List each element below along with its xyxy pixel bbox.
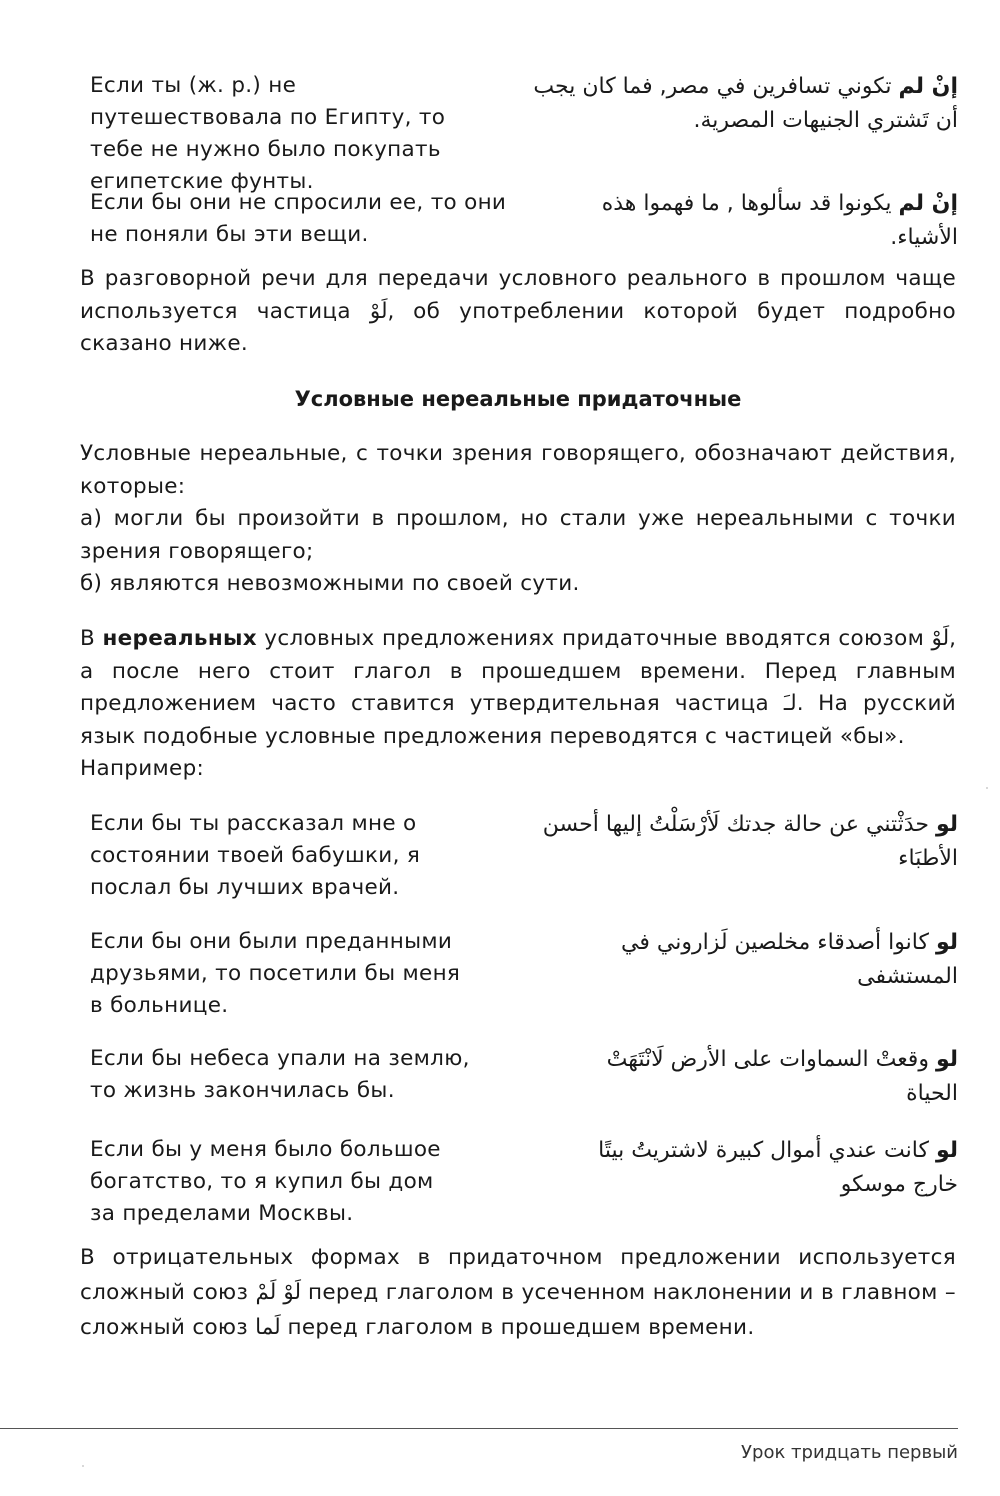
- arabic-text: كانوا أصدقاء مخلصين لَزاروني في المستشفى: [621, 930, 958, 989]
- scan-speck: [986, 787, 988, 789]
- russian-translation: Если бы они были преданными друзьями, то посетили бы меня в больнице.: [90, 929, 461, 1018]
- example-pair: [90, 808, 958, 908]
- arabic-word: لـَ: [783, 691, 797, 716]
- arabic-particle: لو: [935, 812, 958, 837]
- paragraph-definition: [80, 438, 956, 601]
- arabic-text: يكونوا قد سألوها , ما فهموا هذه الأشياء.: [601, 191, 958, 250]
- footer-divider: [0, 1428, 958, 1429]
- russian-translation: Если бы у меня было большое богатство, то я купил бы дом за пределами Москвы.: [90, 1137, 441, 1226]
- russian-translation: Если бы ты рассказал мне о состоянии твоей бабушки, я послал бы лучших врачей.: [90, 811, 421, 900]
- arabic-text: حدَثْتني عن حالة جدتك لَأرْسَلْتُ إليها أحسن الأطبَاء: [542, 812, 958, 871]
- arabic-sentence: [558, 926, 958, 994]
- example-pair: [90, 926, 958, 1026]
- bold-term: нереальных: [102, 626, 257, 651]
- running-footer: Урок тридцать первый: [741, 1442, 958, 1463]
- arabic-word: لَما: [255, 1315, 281, 1340]
- arabic-sentence: [528, 187, 958, 255]
- section-heading: Условные нереальные придаточные: [294, 387, 742, 411]
- arabic-word: لَوْ لَمْ: [255, 1280, 301, 1305]
- definition-item-b: б) являются невозможными по своей сути.: [80, 571, 580, 596]
- example-pair: [90, 1134, 958, 1234]
- arabic-particle: لو: [935, 930, 958, 955]
- arabic-sentence: [548, 1134, 958, 1202]
- arabic-particle: لو: [935, 1138, 958, 1163]
- paragraph-unreal: В нереальных условных предложениях придаточные вводятся союзом لَوْ, а после него стоит глагол в прошедшем времени. Перед главным предложением часто ставится утвердительная частица لـَ. На русский язык подобные условные предложения переводятся с частицей «бы».: [80, 626, 957, 749]
- scan-speck: [82, 1465, 84, 1467]
- example-label: Например:: [80, 756, 205, 781]
- example-pair: [90, 70, 958, 194]
- arabic-text: وقعتْ السماوات على الأرض لَانْتَهَتْ الحياة: [606, 1047, 958, 1106]
- russian-translation: Если бы небеса упали на землю, то жизнь закончилась бы.: [90, 1046, 470, 1103]
- arabic-particle: لو: [935, 1047, 958, 1072]
- example-pair: [90, 187, 958, 255]
- arabic-sentence: [518, 808, 958, 876]
- definition-item-a: а) могли бы произойти в прошлом, но стали уже нереальными с точки зрения говорящего;: [80, 506, 956, 564]
- arabic-text: تكوني تسافرين في مصر, فما كان يجب أن تَشتري الجنيهات المصرية.: [533, 74, 958, 133]
- russian-translation: Если ты (ж. р.) не путешествовала по Египту, то тебе не нужно было покупать египетские фунты.: [90, 73, 446, 194]
- arabic-sentence: [558, 1043, 958, 1111]
- definition-intro: Условные нереальные, с точки зрения говорящего, обозначают действия, которые:: [80, 441, 956, 499]
- arabic-word: لَوْ: [369, 298, 388, 324]
- russian-translation: Если бы они не спросили ее, то они не поняли бы эти вещи.: [90, 190, 507, 247]
- arabic-word: لَوْ: [931, 626, 950, 651]
- example-pair: [90, 1043, 958, 1111]
- arabic-sentence: [528, 70, 958, 138]
- arabic-particle: إنْ لم: [898, 191, 958, 216]
- arabic-text: كانت عندي أموال كبيرة لاشتريتُ بيتًا خارج موسكو: [598, 1138, 958, 1197]
- arabic-particle: إنْ لم: [898, 74, 958, 99]
- paragraph-colloquial: В разговорной речи для передачи условного реального в прошлом чаще используется частица لَوْ, об употреблении которой будет подробно сказано ниже.: [80, 266, 956, 356]
- paragraph-negative: В отрицательных формах в придаточном предложении используется сложный союз لَوْ لَمْ перед глаголом в усеченном наклонении и в главном – сложный союз لَما перед глаголом в прошедшем времени.: [80, 1245, 956, 1340]
